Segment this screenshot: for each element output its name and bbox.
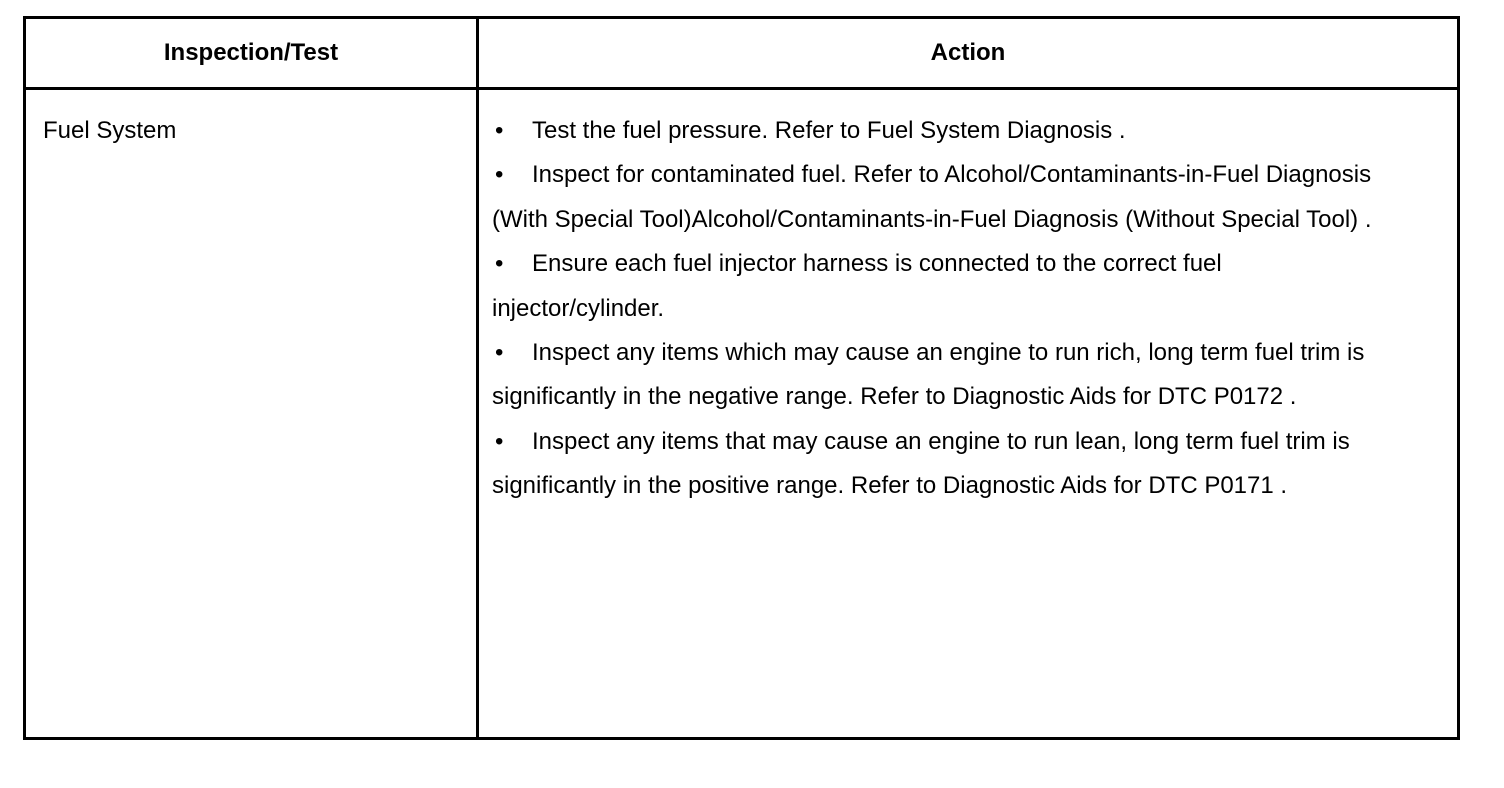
inspection-cell-fuel-system: Fuel System	[43, 117, 177, 144]
action-item-text: Test the fuel pressure. Refer to Fuel System Diagnosis .	[532, 117, 1126, 144]
bullet-icon: •	[495, 427, 504, 455]
action-item-text: Inspect for contaminated fuel. Refer to Alcohol/Contaminants-in-Fuel Diagnosis (With Special Tool)Alcohol/Contaminants-in-Fuel Diagnosis (Without Special Tool) .	[492, 161, 1372, 233]
header-inspection-test: Inspection/Test	[163, 39, 339, 66]
bullet-icon: •	[495, 339, 504, 367]
bullet-icon: •	[495, 161, 504, 189]
action-item-injector-harness	[492, 242, 1372, 331]
bullet-icon: •	[495, 117, 504, 144]
bullet-icon: •	[495, 250, 504, 278]
header-row-divider	[26, 87, 1457, 90]
action-item-test-fuel-pressure	[492, 109, 1372, 153]
action-item-text: Inspect any items that may cause an engine to run lean, long term fuel trim is significantly in the positive range. Refer to Diagnostic Aids for DTC P0171 .	[492, 427, 1350, 500]
action-cell	[492, 109, 1372, 509]
action-item-text: Inspect any items which may cause an engine to run rich, long term fuel trim is significantly in the negative range. Refer to Diagnostic Aids for DTC P0172 .	[492, 339, 1365, 411]
action-item-run-lean	[492, 420, 1372, 509]
header-action: Action	[930, 39, 1006, 66]
action-item-contaminated-fuel	[492, 153, 1372, 242]
column-divider	[476, 19, 479, 737]
action-item-text: Ensure each fuel injector harness is connected to the correct fuel injector/cylinder.	[492, 250, 1222, 322]
action-item-run-rich	[492, 331, 1372, 420]
inspection-action-table	[23, 16, 1460, 740]
